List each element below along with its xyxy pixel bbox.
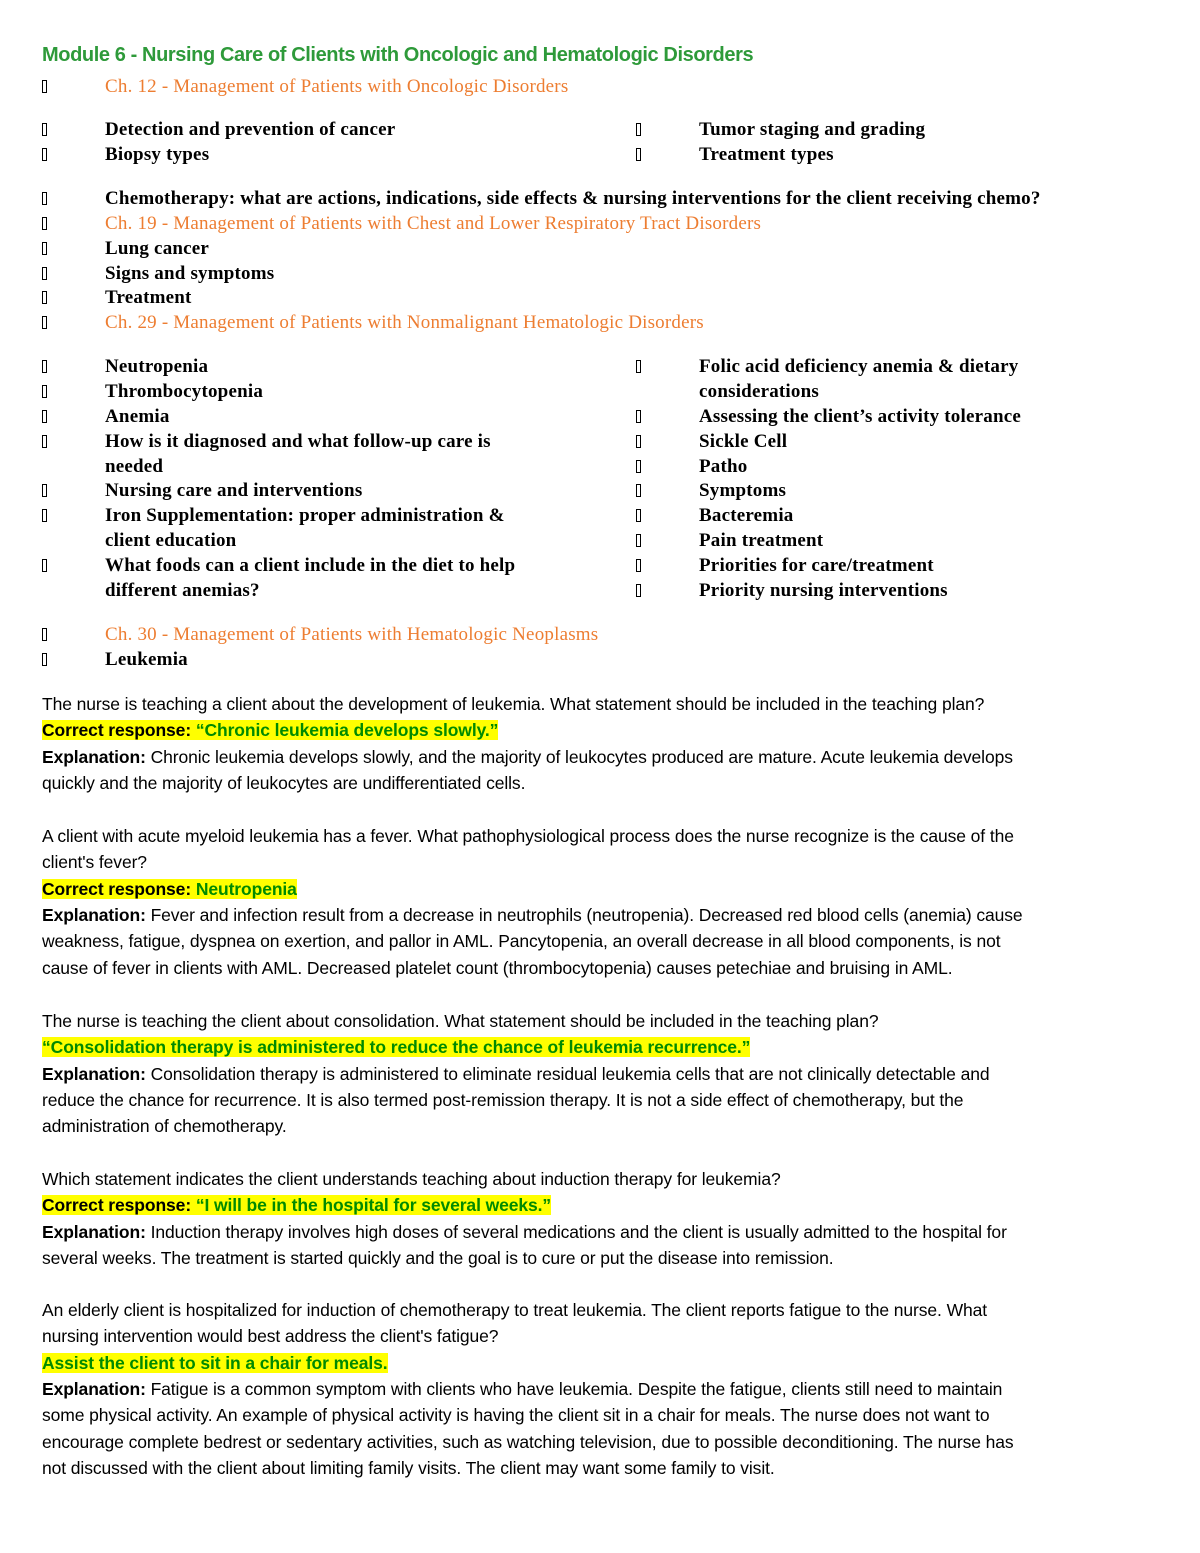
outline-item-text: Biopsy types — [105, 144, 210, 165]
outline-item-text: Assessing the client’s activity tolerance — [699, 406, 1021, 427]
outline-item-text: Nursing care and interventions — [105, 480, 363, 501]
bullet-icon — [42, 123, 47, 136]
question-text: Which statement indicates the client understands teaching about induction therapy for leukemia? — [42, 1169, 781, 1189]
answer-line — [42, 1353, 388, 1374]
correct-response — [42, 879, 297, 899]
outline-item-text: Lung cancer — [105, 238, 210, 259]
answer-line — [42, 720, 498, 741]
bullet-icon — [636, 360, 641, 373]
answer-text: Assist the client to sit in a chair for meals. — [42, 1352, 388, 1373]
question-line — [42, 1011, 878, 1032]
outline-item-text: Signs and symptoms — [105, 263, 275, 284]
outline-item-text: Leukemia — [105, 649, 188, 670]
bullet-icon — [636, 460, 641, 473]
explanation-line — [42, 1090, 963, 1111]
bullet-icon — [636, 484, 641, 497]
explanation-text: administration of chemotherapy. — [42, 1116, 287, 1137]
outline-item-text: Treatment — [105, 287, 192, 308]
outline-item-text: Patho — [699, 456, 748, 477]
explanation-text: several weeks. The treatment is started quickly and the goal is to cure or put the disease into remission. — [42, 1247, 834, 1268]
explanation-text: Chronic leukemia develops slowly, and the majority of leukocytes produced are mature. Acute leukemia develops — [145, 746, 1013, 767]
bullet-icon — [636, 435, 641, 448]
correct-response — [42, 1037, 750, 1057]
outline-item-text: Tumor staging and grading — [699, 119, 926, 140]
correct-response — [42, 720, 498, 740]
module-title: Module 6 - Nursing Care of Clients with Oncologic and Hematologic Disorders — [42, 44, 754, 66]
outline-item-text: Treatment types — [699, 144, 834, 165]
outline-item-text: Ch. 29 - Management of Patients with Nonmalignant Hematologic Disorders — [105, 312, 704, 333]
bullet-icon — [636, 534, 641, 547]
explanation-text: Fever and infection result from a decrease in neutrophils (neutropenia). Decreased red blood cells (anemia) cause — [145, 904, 1023, 925]
bullet-icon — [636, 410, 641, 423]
outline-item-text: Priority nursing interventions — [699, 580, 948, 601]
explanation-text: some physical activity. An example of physical activity is having the client sit in a chair for meals. The nurse does not want to — [42, 1405, 990, 1426]
question-line — [42, 1326, 498, 1347]
explanation-line — [42, 958, 952, 979]
bullet-icon — [636, 148, 641, 161]
bullet-icon — [42, 267, 47, 280]
answer-text: Neutropenia — [195, 878, 297, 899]
outline-item-text: Symptoms — [699, 480, 787, 501]
explanation-label: Explanation: — [42, 1221, 146, 1242]
outline-item-text: Pain treatment — [699, 530, 824, 551]
explanation-line — [42, 773, 525, 794]
explanation-line — [42, 1379, 1002, 1400]
answer-line — [42, 1195, 551, 1216]
outline-item-text: different anemias? — [105, 580, 260, 601]
bullet-icon — [42, 217, 47, 230]
explanation-line — [42, 1405, 989, 1426]
bullet-icon — [42, 435, 47, 448]
question-line — [42, 694, 984, 715]
outline-item-text: Sickle Cell — [699, 431, 788, 452]
correct-response-label: Correct response: — [42, 1195, 196, 1216]
explanation-text: not discussed with the client about limiting family visits. The client may want some family to visit. — [42, 1457, 775, 1478]
outline-item-text: considerations — [699, 381, 819, 402]
outline-item-text: Detection and prevention of cancer — [105, 119, 396, 140]
bullet-icon — [42, 316, 47, 329]
explanation-line — [42, 1458, 775, 1479]
bullet-icon — [42, 628, 47, 641]
answer-line — [42, 879, 297, 900]
bullet-icon — [636, 509, 641, 522]
question-text: A client with acute myeloid leukemia has a fever. What pathophysiological process does the nurse recognize is the cause of the — [42, 826, 1014, 846]
explanation-label: Explanation: — [42, 1063, 146, 1084]
question-text: The nurse is teaching a client about the development of leukemia. What statement should be included in the teaching plan? — [42, 694, 985, 714]
question-line — [42, 852, 147, 873]
outline-item-text: Iron Supplementation: proper administration & — [105, 505, 505, 526]
explanation-line — [42, 1432, 1014, 1453]
bullet-icon — [42, 653, 47, 666]
outline-item-text: What foods can a client include in the diet to help — [105, 555, 516, 576]
explanation-label: Explanation: — [42, 1378, 146, 1399]
explanation-label: Explanation: — [42, 904, 146, 925]
bullet-icon — [636, 584, 641, 597]
bullet-icon — [636, 559, 641, 572]
explanation-line — [42, 1064, 989, 1085]
outline-item-text: Thrombocytopenia — [105, 381, 264, 402]
outline-item-text: needed — [105, 456, 164, 477]
explanation-line — [42, 905, 1023, 926]
bullet-icon — [42, 484, 47, 497]
outline-item-text: Neutropenia — [105, 356, 209, 377]
explanation-line — [42, 1116, 287, 1137]
answer-text: “Chronic leukemia develops slowly.” — [195, 720, 499, 741]
outline-item-text: Chemotherapy: what are actions, indications, side effects & nursing interventions for the client receiving chemo? — [105, 188, 1041, 209]
explanation-text: reduce the chance for recurrence. It is also termed post-remission therapy. It is not a side effect of chemotherapy, but the — [42, 1089, 964, 1110]
outline-item-text: Ch. 19 - Management of Patients with Chest and Lower Respiratory Tract Disorders — [105, 213, 762, 234]
bullet-icon — [42, 385, 47, 398]
outline-item-text: Folic acid deficiency anemia & dietary — [699, 356, 1019, 377]
question-line — [42, 1300, 987, 1321]
explanation-text: encourage complete bedrest or sedentary activities, such as watching television, due to possible deconditioning. The nurse has — [42, 1431, 1014, 1452]
question-text: nursing intervention would best address the client's fatigue? — [42, 1326, 499, 1347]
bullet-icon — [42, 242, 47, 255]
outline-item-text: Ch. 12 - Management of Patients with Oncologic Disorders — [105, 76, 569, 97]
explanation-line — [42, 931, 1000, 952]
outline-item-text: Bacteremia — [699, 505, 794, 526]
bullet-icon — [42, 559, 47, 572]
bullet-icon — [42, 410, 47, 423]
explanation-text: quickly and the majority of leukocytes are undifferentiated cells. — [42, 772, 526, 793]
answer-line — [42, 1037, 750, 1058]
correct-response-label: Correct response: — [42, 878, 196, 899]
answer-text: “I will be in the hospital for several weeks.” — [195, 1195, 552, 1216]
correct-response — [42, 1353, 388, 1373]
bullet-icon — [42, 360, 47, 373]
question-line — [42, 1169, 781, 1190]
explanation-text: Consolidation therapy is administered to eliminate residual leukemia cells that are not clinically detectable and — [145, 1063, 990, 1084]
correct-response — [42, 1195, 551, 1215]
bullet-icon — [42, 80, 47, 93]
explanation-text: weakness, fatigue, dyspnea on exertion, and pallor in AML. Pancytopenia, an overall decrease in all blood components, is not — [42, 931, 1001, 952]
explanation-text: Induction therapy involves high doses of several medications and the client is usually admitted to the hospital for — [145, 1221, 1007, 1242]
outline-item-text: How is it diagnosed and what follow-up care is — [105, 431, 491, 452]
outline-item-text: Priorities for care/treatment — [699, 555, 934, 576]
question-text: An elderly client is hospitalized for induction of chemotherapy to treat leukemia. The client reports fatigue to the nurse. What — [42, 1300, 988, 1320]
bullet-icon — [42, 192, 47, 205]
outline-item-text: client education — [105, 530, 237, 551]
bullet-icon — [42, 509, 47, 522]
outline-item-text: Anemia — [105, 406, 170, 427]
answer-text: “Consolidation therapy is administered to reduce the chance of leukemia recurrence.” — [42, 1037, 751, 1058]
explanation-line — [42, 1248, 834, 1269]
explanation-line — [42, 747, 1013, 768]
question-line — [42, 826, 1014, 847]
bullet-icon — [42, 148, 47, 161]
explanation-text: Fatigue is a common symptom with clients who have leukemia. Despite the fatigue, clients still need to maintain — [145, 1378, 1003, 1399]
bullet-icon — [636, 123, 641, 136]
explanation-line — [42, 1222, 1007, 1243]
explanation-text: cause of fever in clients with AML. Decreased platelet count (thrombocytopenia) causes petechiae and bruising in AML. — [42, 957, 953, 978]
question-text: client's fever? — [42, 852, 147, 873]
bullet-icon — [42, 291, 47, 304]
outline-item-text: Ch. 30 - Management of Patients with Hematologic Neoplasms — [105, 624, 599, 645]
question-text: The nurse is teaching the client about consolidation. What statement should be included in the teaching plan? — [42, 1011, 879, 1031]
explanation-label: Explanation: — [42, 746, 146, 767]
correct-response-label: Correct response: — [42, 720, 196, 741]
